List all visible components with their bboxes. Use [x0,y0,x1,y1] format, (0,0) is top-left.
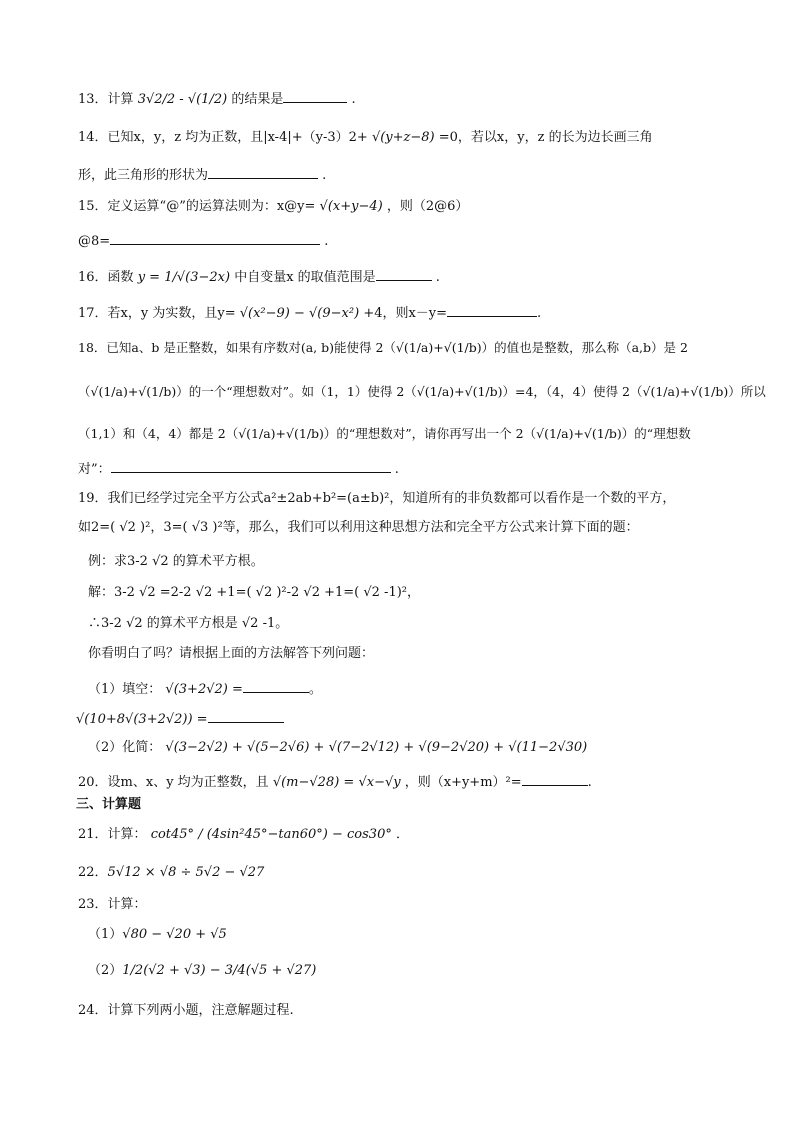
question-18: 18．已知a、b 是正整数，如果有序数对(a, b)能使得 2（√(1/a)+√(1/b)）的值也是整数，那么称（a,b）是 2 [78,340,688,355]
question-15-cont: @8= . [78,230,328,251]
answer-blank[interactable] [522,771,588,786]
q19-part2-expression: √(3−2√2) + √(5−2√6) + √(7−2√12) + √(9−2√20) + √(11−2√30) [165,740,588,755]
q20-expression: √(m−√28) = √x−√y [272,775,401,790]
question-18-line4: 对”： . [78,458,399,479]
question-13: 13．计算 3√2/2 - √(1/2) 的结果是 . [78,88,356,109]
answer-blank[interactable] [283,88,347,103]
answer-blank[interactable] [111,458,391,473]
answer-blank[interactable] [208,164,318,179]
q23-part2-expression: 1/2(√2 + √3) − 3/4(√5 + √27) [122,963,317,978]
question-18-line2: （√(1/a)+√(1/b)）的一个“理想数对”。如（1，1）使得 2（√(1/a)+√(1/b)）=4，（4，4）使得 2（√(1/a)+√(1/b)）所以 [78,384,766,399]
question-19-solution: 解：3-2 √2 =2-2 √2 +1=( √2 )²-2 √2 +1=( √2 -1)²， [88,585,421,600]
answer-blank[interactable] [208,708,284,723]
q17-expression: √(x²−9) − √(9−x²) [239,306,360,321]
question-21: 21．计算： cot45° / (4sin²45°−tan60°) − cos30° ． [78,827,409,842]
question-22: 22．5√12 × √8 ÷ 5√2 − √27 [78,865,265,880]
q19-part1-expression: √(3+2√2) = [165,682,243,697]
question-19-part1b [76,708,284,729]
q14-expression: √(y+z−8) [371,130,435,145]
question-15: 15．定义运算“@”的运算法则为：x@y= √(x+y−4) ，则（2@6） [78,199,469,214]
section-title: 三、计算题 [76,797,142,812]
question-19-example: 例：求3-2 √2 的算术平方根。 [88,554,264,569]
q19-part1b-expression: √(10+8√(3+2√2)) = [76,712,208,727]
question-18-line3: （1,1）和（4，4）都是 2（√(1/a)+√(1/b)）的“理想数对”，请你再写出一个 2（√(1/a)+√(1/b)）的“理想数 [78,426,691,441]
question-19-part2: （2）化简： √(3−2√2) + √(5−2√6) + √(7−2√12) + √(9−2√20) + √(11−2√30) [88,740,588,755]
q23-part1-expression: √80 − √20 + √5 [122,927,227,942]
question-19-part1: （1）填空： √(3+2√2) = 。 [88,678,322,699]
question-23-part1: （1）√80 − √20 + √5 [88,927,227,942]
question-14-cont: 形，此三角形的形状为 . [78,164,326,185]
question-19: 19．我们已经学过完全平方公式a²±2ab+b²=(a±b)²，知道所有的非负数都可以看作是一个数的平方， [78,491,676,506]
question-19-conclusion: ∴3-2 √2 的算术平方根是 √2 -1。 [88,616,289,631]
answer-blank[interactable] [110,230,320,245]
answer-blank[interactable] [447,302,537,317]
question-23-part2: （2）1/2(√2 + √3) − 3/4(√5 + √27) [88,963,317,978]
question-17: 17．若x，y 为实数，且y= √(x²−9) − √(9−x²) +4，则x－y= . [78,302,541,323]
question-20: 20．设m、x、y 均为正整数，且 √(m−√28) = √x−√y ，则（x+y+m）²= . [78,771,592,792]
question-16: 16．函数 y = 1/√(3−2x) 中自变量x 的取值范围是 . [78,266,440,287]
q21-expression: cot45° / (4sin²45°−tan60°) − cos30° [150,827,392,842]
question-19-line2: 如2=( √2 )²，3=( √3 )²等，那么，我们可以利用这种思想方法和完全平方公式来计算下面的题： [78,520,639,535]
answer-blank[interactable] [376,266,432,281]
question-14: 14．已知x，y，z 均为正数，且|x-4|+（y-3）2+ √(y+z−8) =0，若以x，y，z 的长为边长画三角 [78,130,653,145]
q16-expression: y = 1/√(3−2x) [137,270,231,285]
question-23: 23．计算： [78,897,147,912]
answer-blank[interactable] [243,678,309,693]
q13-expression: 3√2/2 - √(1/2) [137,92,228,107]
q22-expression: 5√12 × √8 ÷ 5√2 − √27 [107,865,265,880]
q15-expression: √(x+y−4) [319,199,383,214]
question-24: 24．计算下列两小题，注意解题过程. [78,1003,294,1018]
question-19-prompt: 你看明白了吗？请根据上面的方法解答下列问题： [88,646,375,661]
